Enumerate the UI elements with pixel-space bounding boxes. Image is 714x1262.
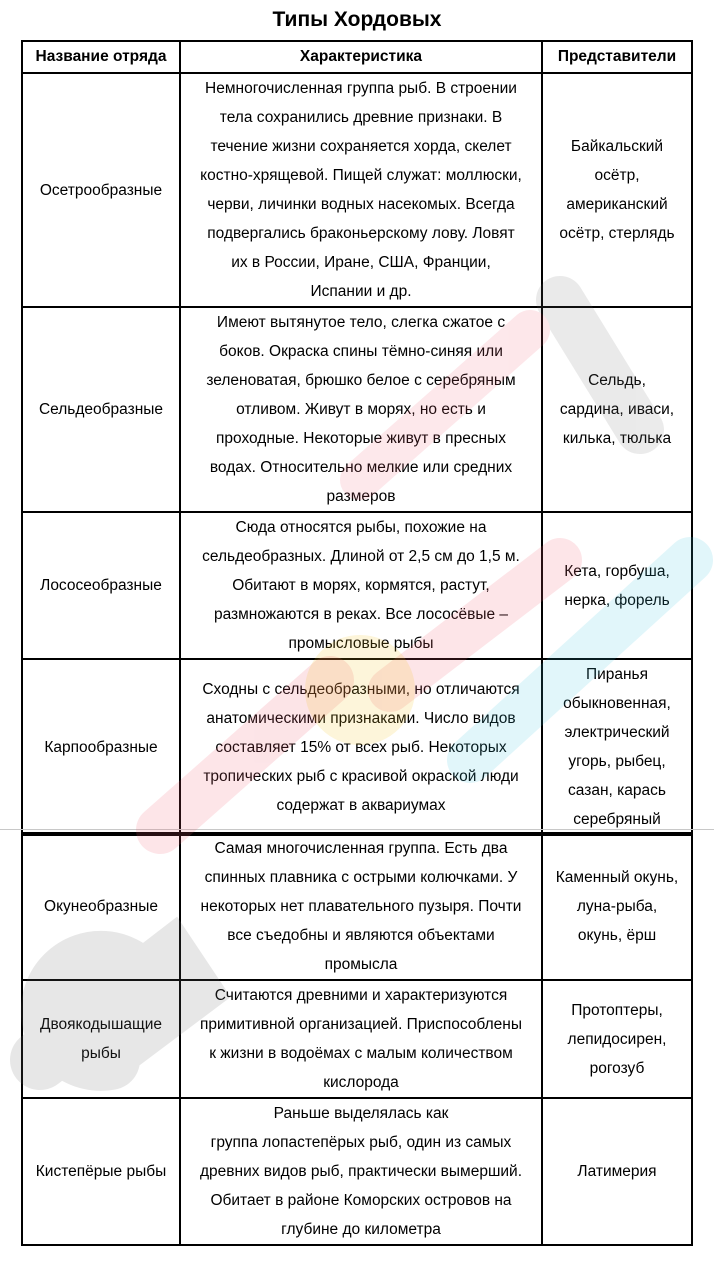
cell-line: отливом. Живут в морях, но есть и [236,401,486,418]
cell-line: древних видов рыб, практически вымерший. [199,1163,522,1180]
cell-line: сазан, карась [568,782,666,799]
table-row [22,980,692,1098]
page-title: Типы Хордовых [272,8,442,31]
cell-line: лепидосирен, [567,1030,667,1048]
cell-line: Окунеобразные [44,898,158,915]
cell-line: зеленоватая, брюшко белое с серебряным [206,372,516,389]
cell-line: их в России, Иране, США, Франции, [231,254,491,271]
cell-line: спинных плавника с острыми колючками. У [204,869,518,886]
cell-line: Сельдь, [588,372,646,389]
cell-line: Обитает в районе Коморских островов на [210,1192,512,1209]
cell-line: Испании и др. [310,283,412,300]
cell-line: Лососеобразные [40,577,162,594]
cell-line: Пиранья [585,666,649,683]
cell-line: Кистепёрые рыбы [35,1163,167,1180]
cell-line: Немногочисленная группа рыб. В строении [205,80,517,97]
characteristic-cell [180,73,542,307]
cell-line: промысловые рыбы [288,635,434,652]
cell-line: содержат в аквариумах [276,796,446,814]
order-name-cell [22,307,180,512]
characteristic-cell [180,512,542,659]
cell-line: Раньше выделялась как [273,1105,449,1122]
cell-line: промысла [324,956,398,973]
cell-line: черви, личинки водных насекомых. Всегда [207,196,515,213]
table-row [22,833,692,980]
cell-line: тропических рыб с красивой окраской люди [203,767,519,785]
cell-line: Сельдеобразные [38,401,164,418]
page-separator [0,829,714,830]
cell-line: рогозуб [589,1059,645,1077]
cell-line: Обитают в морях, кормятся, растут, [232,577,490,594]
characteristic-cell [180,1098,542,1245]
header-order-name: Название отряда [22,41,180,73]
cell-line: Протоптеры, [571,1001,663,1019]
cell-line: Имеют вытянутое тело, слегка сжатое с [216,314,506,331]
representatives-cell [542,659,692,835]
order-name-cell [22,512,180,659]
cell-line: угорь, рыбец, [568,753,666,770]
cell-line: нерка, форель [564,591,670,609]
characteristic-cell [180,307,542,512]
order-name-cell [22,73,180,307]
cell-line: костно-хрящевой. Пищей служат: моллюски, [200,167,522,184]
cell-line: к жизни в водоёмах с малым количеством [209,1045,513,1062]
representatives-cell [542,980,692,1098]
table-row [22,512,692,659]
cell-line: водах. Относительно мелкие или средних [209,459,513,476]
cell-line: окунь, ёрш [577,927,657,944]
cell-line: группа лопастепёрых рыб, один из самых [210,1134,512,1151]
order-name-cell [22,659,180,835]
cell-line: Осетрообразные [39,181,163,199]
cell-line: луна-рыба, [576,898,658,915]
characteristic-cell [180,659,542,835]
cell-line: обыкновенная, [563,695,671,712]
cell-line: составляет 15% от всех рыб. Некоторых [215,738,507,756]
cell-line: Сходны с сельдеобразными, но отличаются [202,680,520,698]
cell-line: боков. Окраска спины тёмно-синяя или [219,343,503,360]
cell-line: Байкальский [570,138,664,155]
cell-line: Карпообразные [44,738,158,756]
representatives-cell [542,307,692,512]
cell-line: проходные. Некоторые живут в пресных [215,430,507,447]
cell-line: Каменный окунь, [555,869,679,886]
cell-line: кислорода [323,1074,399,1091]
cell-line: рыбы [81,1045,121,1062]
header-characteristic: Характеристика [180,41,542,73]
characteristic-cell [180,833,542,980]
cell-line: анатомическими признаками. Число видов [206,709,516,727]
cell-line: американский [566,196,668,213]
representatives-cell [542,73,692,307]
cell-line: размеров [326,488,396,505]
order-name-cell [22,833,180,980]
cell-line: электрический [564,724,670,741]
orders-table-part-2 [21,832,693,1246]
cell-line: Считаются древними и характеризуются [214,987,508,1004]
representatives-cell [542,833,692,980]
cell-line: течение жизни сохраняется хорда, скелет [210,138,512,155]
cell-line: тела сохранились древние признаки. В [219,109,503,126]
cell-line: глубине до километра [281,1221,441,1238]
cell-line: осётр, [594,167,640,184]
cell-line: осётр, стерлядь [559,225,675,242]
order-name-cell [22,1098,180,1245]
cell-line: все съедобны и являются объектами [227,927,495,944]
orders-table-part-1 [21,40,693,836]
characteristic-cell [180,980,542,1098]
table-row [22,1098,692,1245]
table-row [22,73,692,307]
cell-line: Латимерия [577,1163,657,1180]
table-row [22,307,692,512]
cell-line: Кета, горбуша, [564,562,670,580]
cell-line: подвергались браконьерскому лову. Ловят [207,225,515,242]
cell-line: Самая многочисленная группа. Есть два [214,840,508,857]
cell-line: килька, тюлька [562,430,672,447]
representatives-cell [542,512,692,659]
cell-line: некоторых нет плавательного пузыря. Почти [200,898,522,915]
header-representatives: Представители [542,41,692,73]
order-name-cell [22,980,180,1098]
table-row [22,659,692,835]
cell-line: серебряный [573,811,661,828]
cell-line: размножаются в реках. Все лососёвые – [213,606,509,623]
cell-line: Сюда относятся рыбы, похожие на [235,519,487,536]
table-header-row [22,41,692,73]
cell-line: примитивной организацией. Приспособлены [200,1016,522,1033]
cell-line: Двоякодышащие [39,1016,163,1033]
cell-line: сардина, иваси, [559,401,675,418]
representatives-cell [542,1098,692,1245]
cell-line: сельдеобразных. Длиной от 2,5 см до 1,5 м. [202,548,520,565]
